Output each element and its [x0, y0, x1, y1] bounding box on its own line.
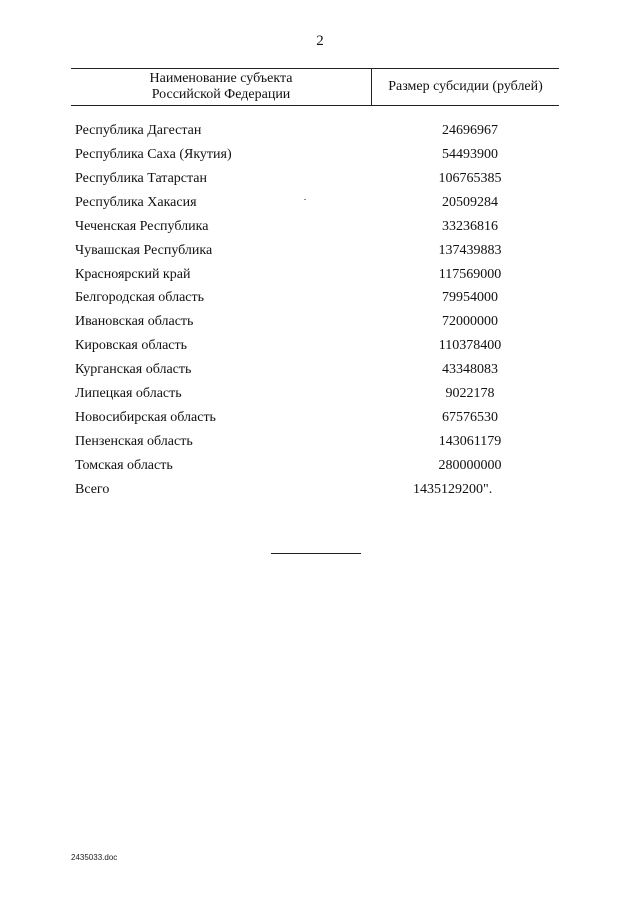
region-name: Белгородская область: [75, 290, 205, 306]
region-name: Республика Татарстан: [75, 170, 208, 186]
table-row: [75, 264, 555, 288]
subsidy-amount: 43348083: [442, 362, 498, 378]
subsidy-amount: 110378400: [438, 338, 502, 354]
table-body: [75, 120, 555, 503]
header-subject-name-line1: Наименование субъекта: [149, 71, 293, 86]
region-name: Красноярский край: [75, 266, 191, 282]
subsidy-amount: 72000000: [442, 314, 498, 330]
subsidy-amount: 79954000: [442, 290, 498, 306]
subsidy-amount: 137439883: [438, 242, 502, 258]
region-name: Чувашская Республика: [75, 242, 213, 258]
subsidy-amount: 9022178: [445, 386, 495, 402]
region-name: Республика Хакасия: [75, 194, 197, 210]
region-name: Томская область: [75, 457, 173, 473]
table-row: [75, 311, 555, 335]
table-row: [75, 168, 555, 192]
region-name: Республика Дагестан: [75, 123, 202, 138]
region-name: Республика Саха (Якутия): [75, 146, 232, 162]
subsidy-amount: 20509284: [442, 194, 498, 210]
subsidy-amount: 106765385: [438, 170, 502, 186]
table-row: [75, 120, 555, 144]
table-row: [75, 407, 555, 431]
subsidy-amount: 54493900: [442, 146, 498, 162]
region-name: Пензенская область: [75, 433, 193, 449]
header-subsidy-amount: Размер субсидии (рублей): [388, 79, 543, 94]
table-row: [75, 240, 555, 264]
table-row: [75, 359, 555, 383]
table-row: [75, 431, 555, 455]
region-name: Ивановская область: [75, 314, 194, 330]
region-name: Новосибирская область: [75, 410, 216, 426]
subsidy-amount: 143061179: [438, 433, 502, 449]
table-row: [75, 383, 555, 407]
footer-filename: 2435033.doc: [71, 853, 118, 862]
region-name: Курганская область: [75, 362, 192, 378]
total-label: Всего: [75, 481, 110, 497]
header-subject-name: [71, 71, 371, 103]
table-row: [75, 144, 555, 168]
region-name: Чеченская Республика: [75, 218, 209, 234]
table-header: [71, 68, 559, 106]
table-row: [75, 192, 555, 216]
closing-rule: [271, 553, 361, 554]
subsidy-amount: 67576530: [442, 410, 498, 426]
region-name: Кировская область: [75, 338, 188, 354]
table-row: [75, 287, 555, 311]
total-amount: 1435129200".: [413, 481, 493, 497]
table-row: [75, 455, 555, 479]
page-number: 2: [316, 33, 324, 49]
subsidy-amount: 117569000: [438, 266, 502, 282]
subsidy-amount: 33236816: [442, 218, 498, 234]
subsidy-amount: 280000000: [438, 457, 502, 473]
table-row: [75, 216, 555, 240]
header-subject-name-line2: Российской Федерации: [151, 87, 291, 102]
table-total-row: [75, 479, 555, 503]
table-row: [75, 335, 555, 359]
subsidy-amount: 24696967: [442, 123, 498, 138]
region-name: Липецкая область: [75, 386, 182, 402]
